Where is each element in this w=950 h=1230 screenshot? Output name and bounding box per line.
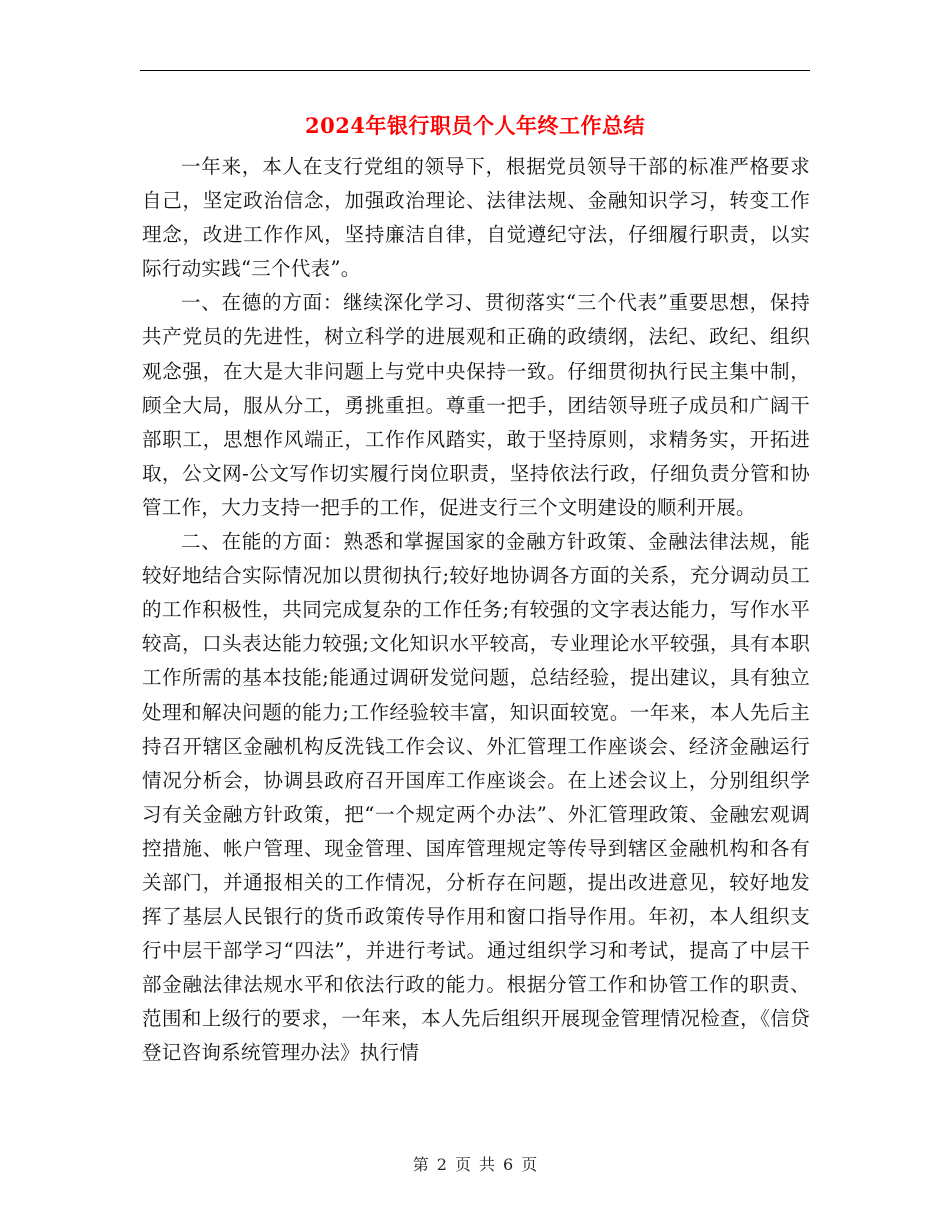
footer-suffix: 页	[521, 1155, 538, 1174]
document-title: 2024年银行职员个人年终工作总结	[305, 113, 645, 138]
header-rule	[140, 70, 810, 71]
footer-current-page: 2	[436, 1155, 447, 1174]
paragraph-intro: 一年来，本人在支行党组的领导下，根据党员领导干部的标准严格要求自己，坚定政治信念，加强政治理论、法律法规、金融知识学习，转变工作理念，改进工作作风，坚持廉洁自律，自觉遵纪守法，仔细履行职责，以实际行动实践“三个代表”。	[142, 155, 810, 281]
page-footer	[0, 1155, 950, 1175]
document-body	[142, 150, 810, 1071]
footer-total-word: 共	[479, 1155, 496, 1174]
footer-total-pages: 6	[503, 1155, 514, 1174]
footer-page-word: 页	[454, 1155, 471, 1174]
paragraph-morality: 一、在德的方面：继续深化学习、贯彻落实“三个代表”重要思想，保持共产党员的先进性，树立科学的进展观和正确的政绩纲，法纪、政纪、组织观念强，在大是大非问题上与党中央保持一致。仔细贯彻执行民主集中制，顾全大局，服从分工，勇挑重担。尊重一把手，团结领导班子成员和广阔干部职工，思想作风端正，工作作风踏实，敢于坚持原则，求精务实，开拓进取，公文网-公文写作切实履行岗位职责，坚持依法行政，仔细负责分管和协管工作，大力支持一把手的工作，促进支行三个文明建设的顺利开展。	[142, 291, 810, 519]
paragraph-ability: 二、在能的方面：熟悉和掌握国家的金融方针政策、金融法律法规，能较好地结合实际情况加以贯彻执行;较好地协调各方面的关系，充分调动员工的工作积极性，共同完成复杂的工作任务;有较强的文字表达能力，写作水平较高，口头表达能力较强;文化知识水平较高，专业理论水平较强，具有本职工作所需的基本技能;能通过调研发觉问题，总结经验，提出建议，具有独立处理和解决问题的能力;工作经验较丰富，知识面较宽。一年来，本人先后主持召开辖区金融机构反洗钱工作会议、外汇管理工作座谈会、经济金融运行情况分析会，协调县政府召开国库工作座谈会。在上述会议上，分别组织学习有关金融方针政策，把“一个规定两个办法”、外汇管理政策、金融宏观调控措施、帐户管理、现金管理、国库管理规定等传导到辖区金融机构和各有关部门，并通报相关的工作情况，分析存在问题，提出改进意见，较好地发挥了基层人民银行的货币政策传导作用和窗口指导作用。年初，本人组织支行中层干部学习“四法”，并进行考试。通过组织学习和考试，提高了中层干部金融法律法规水平和依法行政的能力。根据分管工作和协管工作的职责、范围和上级行的要求，一年来，本人先后组织开展现金管理情况检查，《信贷登记咨询系统管理办法》执行情	[142, 530, 810, 1065]
footer-prefix: 第	[412, 1155, 429, 1174]
